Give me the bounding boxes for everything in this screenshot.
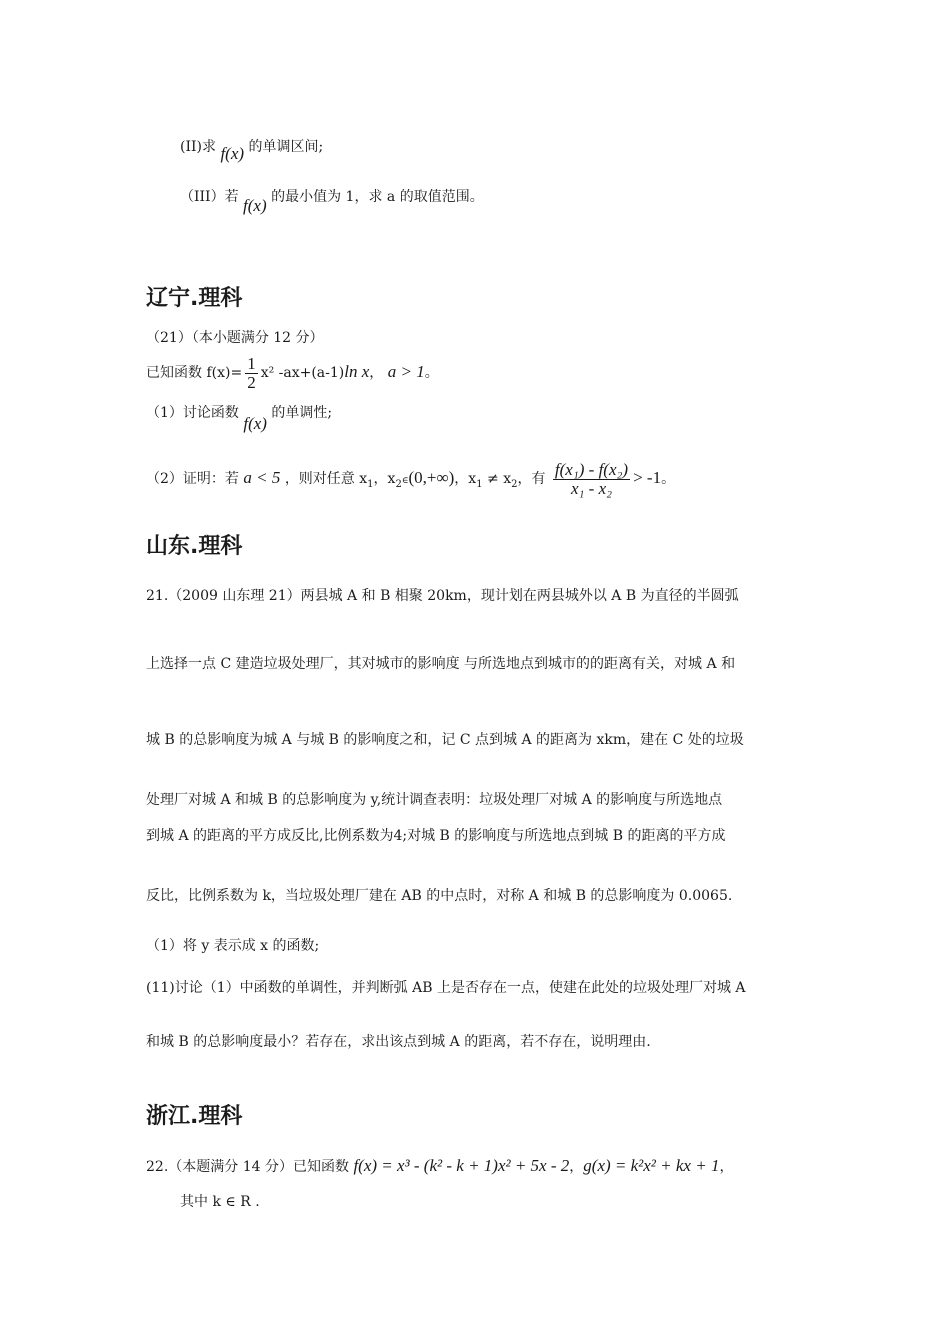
half-fraction: $\frac{1}{2}$ [247,353,256,392]
difference-quotient: $\frac{\text{f(x₁) - f(x₂)}}{\text{x₁ - x₂}}$ [554,459,629,498]
shandong-line-3: 城 B 的总影响度为城 A 与城 B 的影响度之和，记 C 点到城 A 的距离为 xkm，建在 C 处的垃圾 [146,732,744,748]
shandong-line-8: (11)讨论（1）中函数的单调性，并判断弧 AB 上是否存在一点，使建在此处的垃圾处理厂对城 A [146,980,746,996]
shandong-line-4: 处理厂对城 A 和城 B 的总影响度为 y,统计调查表明：垃圾处理厂对城 A 的影响度与所选地点 [146,792,723,808]
liaoning-intro-prefix: 已知函数 f(x)= [146,365,243,381]
shandong-line-2: 上选择一点 C 建造垃圾处理厂，其对城市的影响度 与所选地点到城市的的距离有关，对城 A 和 [146,656,736,672]
prev-q2-prefix: (II)求 [180,139,216,155]
shandong-line-7: （1）将 y 表示成 x 的函数; [146,938,320,954]
liaoning-intro: 已知函数 f(x)= $\frac{1}{2}$ x² -ax+(a-1)ln x， a > 1。 [146,353,439,392]
prev-q2-suffix: 的单调区间; [248,139,324,155]
prev-q2-fx: f(x) [220,144,245,163]
g-definition: g(x) = k²x² + kx + 1 [583,1156,720,1175]
shandong-line-6: 反比，比例系数为 k，当垃圾处理厂建在 AB 的中点时，对称 A 和城 B 的总影响度为 0.0065. [146,888,733,904]
interval-zero-inf: (0,+∞) [408,468,455,487]
prev-q3-suffix: 的最小值为 1，求 a 的取值范围。 [271,189,484,205]
prev-q3-prefix: （III）若 [180,189,239,205]
liaoning-part1-fx: f(x) [243,414,267,433]
liaoning-part2-prefix: （2）证明：若 [146,471,239,487]
liaoning-part2: （2）证明：若 a < 5 ，则对任意 $x_1$，$x_2\in(0,+\infty)$，$x_1 \ne x_2$，有 $\frac{\text{f(x₁) - f(x₂)}}{\text{x₁ - x₂}}$ > -1。 [146,459,676,498]
condition-a-lt-5: a < 5 [243,468,281,487]
section-heading-shandong: 山东.理科 [146,534,243,559]
prev-q3-fx: f(x) [243,196,267,215]
zhejiang-question: 22.（本题满分 14 分）已知函数 f(x) = x³ - (k² - k + 1)x² + 5x - 2，g(x) = k²x² + kx + 1， [146,1156,734,1175]
prev-q2-line [180,136,324,163]
prev-q3-line [180,186,484,215]
liaoning-part2-middle: ，则对任意 x [284,471,368,487]
shandong-line-5: 到城 A 的距离的平方成反比,比例系数为4;对城 B 的影响度与所选地点到城 B 的距离的平方成 [146,828,726,844]
liaoning-part1 [146,402,333,433]
shandong-line-9: 和城 B 的总影响度最小？若存在，求出该点到城 A 的距离，若不存在，说明理由. [146,1034,651,1050]
zhejiang-where: 其中 k ∈ R . [180,1194,260,1210]
liaoning-intro-middle: x² -ax+(a-1) [260,365,345,381]
section-heading-zhejiang: 浙江.理科 [146,1104,243,1129]
shandong-line-1: 21.（2009 山东理 21）两县城 A 和 B 相聚 20km，现计划在两县城外以 A B 为直径的半圆弧 [146,588,739,604]
liaoning-part1-suffix: 的单调性; [271,405,333,421]
inequality-rhs: > -1 [633,468,662,487]
liaoning-part1-prefix: （1）讨论函数 [146,405,239,421]
section-heading-liaoning: 辽宁.理科 [146,286,243,311]
condition-a-gt-1: a > 1 [387,362,425,381]
ln-x: ln x [344,362,370,381]
zhejiang-question-prefix: 22.（本题满分 14 分）已知函数 [146,1159,349,1175]
f-definition: f(x) = x³ - (k² - k + 1)x² + 5x - 2 [353,1156,570,1175]
liaoning-question-number: （21）（本小题满分 12 分） [146,330,324,346]
